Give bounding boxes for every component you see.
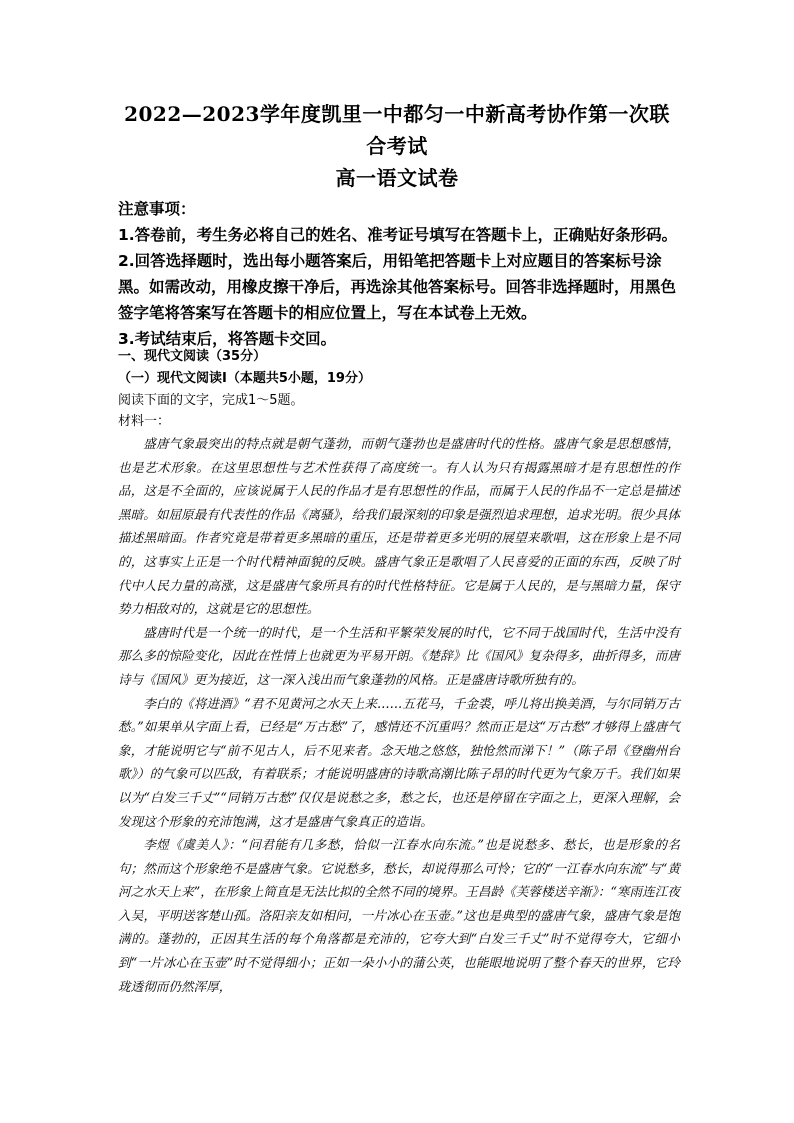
passage-paragraph-1: 盛唐气象最突出的特点就是朝气蓬勃，而朝气蓬勃也是盛唐时代的性格。盛唐气象是思想感情，也是艺术形象。在这里思想性与艺术性获得了高度统一。有人认为只有揭露黑暗才是有思想性的作品，这是不全面的，应该说属于人民的作品才是有思想性的作品，而属于人民的作品不一定总是描述黑暗。如屈原最有代表性的作品《离骚》，给我们最深刻的印象是强烈追求理想，追求光明。很少具体描述黑暗面。作者究竟是带着更多黑暗的重压，还是带着更多光明的展望来歌唱，这在形象上是不同的，这事实上正是一个时代精神面貌的反映。盛唐气象正是歌唱了人民喜爱的正面的东西，反映了时代中人民力量的高涨，这是盛唐气象所具有的时代性格特征。它是属于人民的，是与黑暗力量，保守势力相敌对的，这就是它的思想性。 <box>118 436 680 617</box>
material-label: 材料一： <box>118 414 171 429</box>
reading-passage <box>118 432 680 998</box>
passage-paragraph-3: 李白的《将进酒》“君不见黄河之水天上来……五花马，千金裘，呼儿将出换美酒，与尔同销万古愁。”如果单从字面上看，已经是“万古愁”了，感情还不沉重吗？然而正是这“万古愁”才够得上盛唐气象，才能说明它与“前不见古人，后不见来者。念天地之悠悠，独怆然而涕下！”（陈子昂《登幽州台歌》）的气象可以匹敌，有着联系；才能说明盛唐的诗歌高潮比陈子昂的时代更为气象万千。我们如果以为“白发三千丈”“同销万古愁”仅仅是说愁之多，愁之长，也还是停留在字面之上，更深入理解，会发现这个形象的充沛饱满，这才是盛唐气象真正的造诣。 <box>118 695 680 829</box>
exam-title-line2: 合考试 <box>366 134 428 158</box>
section-heading: 一、现代文阅读（35分） <box>118 349 267 364</box>
notice-item-1: 1.答卷前，考生务必将自己的姓名、准考证号填写在答题卡上，正确贴好条形码。 <box>118 226 678 244</box>
notice-list <box>118 222 688 352</box>
exam-title-line1: 2022—2023学年度凯里一中都匀一中新高考协作第一次联 <box>124 102 670 126</box>
notice-item-3: 3.考试结束后，将答题卡交回。 <box>118 330 337 348</box>
passage-paragraph-4: 李煜《虞美人》：“问君能有几多愁，恰似一江春水向东流。”也是说愁多、愁长，也是形象的名句；然而这个形象绝不是盛唐气象。它说愁多，愁长，却说得那么可怜；它的“一江春水向东流”与“黄河之水天上来”，在形象上简直是无法比拟的全然不同的境界。王昌龄《芙蓉楼送辛渐》：“寒雨连江夜入吴，平明送客楚山孤。洛阳亲友如相问，一片冰心在玉壶。”这也是典型的盛唐气象，盛唐气象是饱满的。蓬勃的，正因其生活的每个角落都是充沛的，它夸大到“白发三千丈”时不觉得夸大，它细小到“一片冰心在玉壶”时不觉得细小；正如一朵小小的蒲公英，也能眼地说明了整个春天的世界，它玲珑透彻而仍然浑厚， <box>118 837 680 994</box>
reading-instruction: 阅读下面的文字，完成1～5题。 <box>118 393 304 408</box>
exam-subtitle: 高一语文试卷 <box>335 166 459 190</box>
notice-heading: 注意事项： <box>118 200 196 218</box>
passage-paragraph-2: 盛唐时代是一个统一的时代，是一个生活和平繁荣发展的时代，它不同于战国时代，生活中没有那么多的惊险变化，因此在性情上也就更为平易开朗。《楚辞》比《国风》复杂得多，曲折得多，而唐诗与《国风》更为接近，这一深入浅出而气象蓬勃的风格。正是盛唐诗歌所独有的。 <box>118 624 680 687</box>
notice-item-2: 2.回答选择题时，选出每小题答案后，用铅笔把答题卡上对应题目的答案标号涂黑。如需改动，用橡皮擦干净后，再选涂其他答案标号。回答非选择题时，用黑色签字笔将答案写在答题卡的相应位置上，写在本试卷上无效。 <box>118 252 677 322</box>
subsection-heading: （一）现代文阅读Ⅰ（本题共5小题，19分） <box>118 371 371 386</box>
